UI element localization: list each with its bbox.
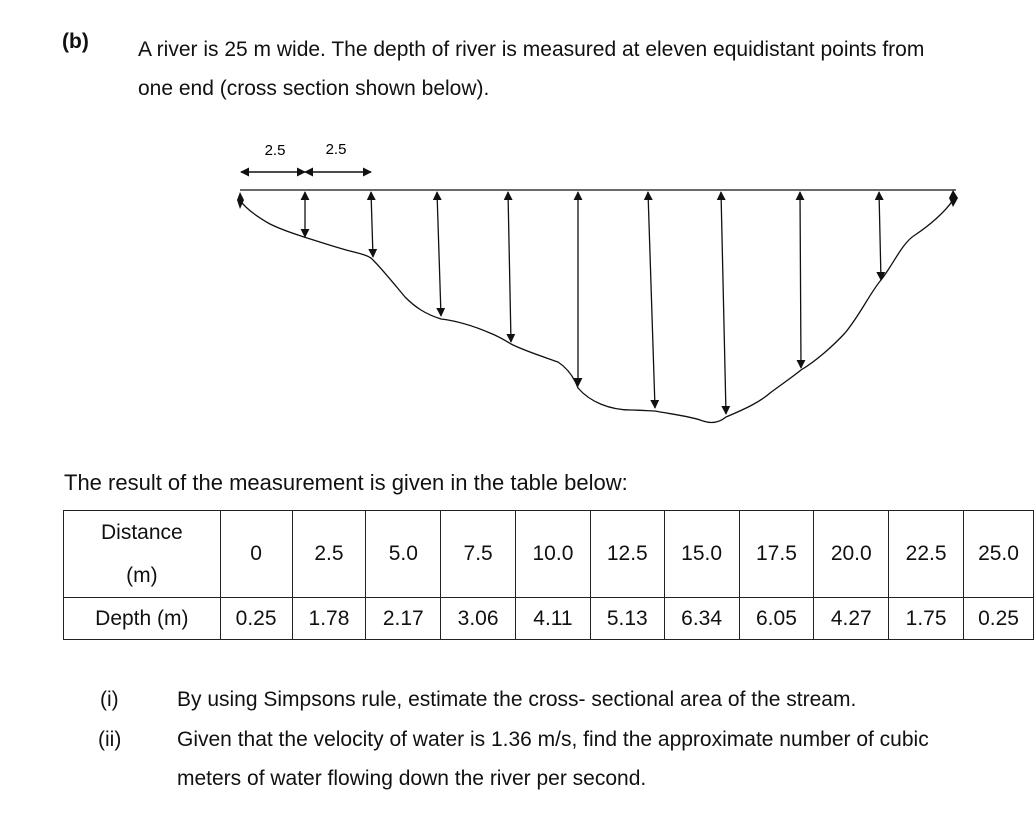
depth-cell: 1.78 — [292, 598, 366, 640]
subquestion-text-ii — [177, 720, 929, 798]
depth-arrow-9 — [879, 192, 881, 280]
distance-cell: 10.0 — [516, 511, 591, 598]
spacing-label-1: 2.5 — [264, 142, 286, 159]
river-cross-section-diagram — [0, 130, 1034, 440]
depth-cell: 3.06 — [441, 598, 516, 640]
depth-cell: 4.27 — [814, 598, 889, 640]
distance-cell: 7.5 — [441, 511, 516, 598]
intro-line-1: A river is 25 m wide. The depth of river is measured at eleven equidistant points from — [138, 38, 925, 61]
subquestion-ii-line-2: meters of water flowing down the river per second. — [177, 767, 647, 790]
depth-arrow-4 — [508, 192, 511, 342]
distance-cell: 20.0 — [814, 511, 889, 598]
depth-row — [64, 598, 1034, 640]
depth-cell: 0.25 — [964, 598, 1034, 640]
subquestion-ii-line-1: Given that the velocity of water is 1.36 m/s, find the approximate number of cubic — [177, 728, 929, 751]
distance-cell: 2.5 — [292, 511, 366, 598]
subquestion-i-line-1: By using Simpsons rule, estimate the cross- sectional area of the stream. — [177, 688, 857, 711]
distance-cell: 17.5 — [739, 511, 814, 598]
depth-cell: 6.34 — [664, 598, 739, 640]
depth-cell: 6.05 — [739, 598, 814, 640]
intro-line-2: one end (cross section shown below). — [138, 77, 490, 100]
distance-row — [64, 511, 1034, 598]
depth-header: Depth (m) — [64, 598, 221, 640]
subquestion-number-i: (i) — [100, 688, 119, 711]
depth-cell: 0.25 — [220, 598, 292, 640]
depth-arrow-8 — [800, 192, 801, 368]
distance-cell: 25.0 — [964, 511, 1034, 598]
distance-cell: 22.5 — [889, 511, 964, 598]
depth-cell: 5.13 — [590, 598, 664, 640]
distance-cell: 15.0 — [664, 511, 739, 598]
distance-header-line-1: Distance — [100, 521, 183, 544]
depth-arrow-3 — [437, 192, 441, 316]
distance-header — [64, 511, 221, 598]
question-intro — [138, 30, 1018, 108]
distance-header-line-2: (m) — [126, 564, 158, 587]
river-bed-profile — [240, 200, 953, 422]
part-label: (b) — [62, 30, 89, 53]
depth-arrow-2 — [371, 192, 373, 257]
distance-cell: 0 — [220, 511, 292, 598]
distance-cell: 12.5 — [590, 511, 664, 598]
depth-cell: 1.75 — [889, 598, 964, 640]
spacing-label-2: 2.5 — [325, 141, 347, 158]
table-intro: The result of the measurement is given in the table below: — [64, 470, 628, 495]
depth-arrow-6 — [648, 192, 655, 408]
depth-cell: 2.17 — [366, 598, 441, 640]
subquestion-number-ii: (ii) — [98, 728, 122, 751]
depth-arrow-7 — [721, 192, 726, 414]
distance-cell: 5.0 — [366, 511, 441, 598]
subquestion-text-i — [177, 680, 856, 719]
depth-cell: 4.11 — [516, 598, 591, 640]
measurement-table — [63, 510, 1034, 640]
